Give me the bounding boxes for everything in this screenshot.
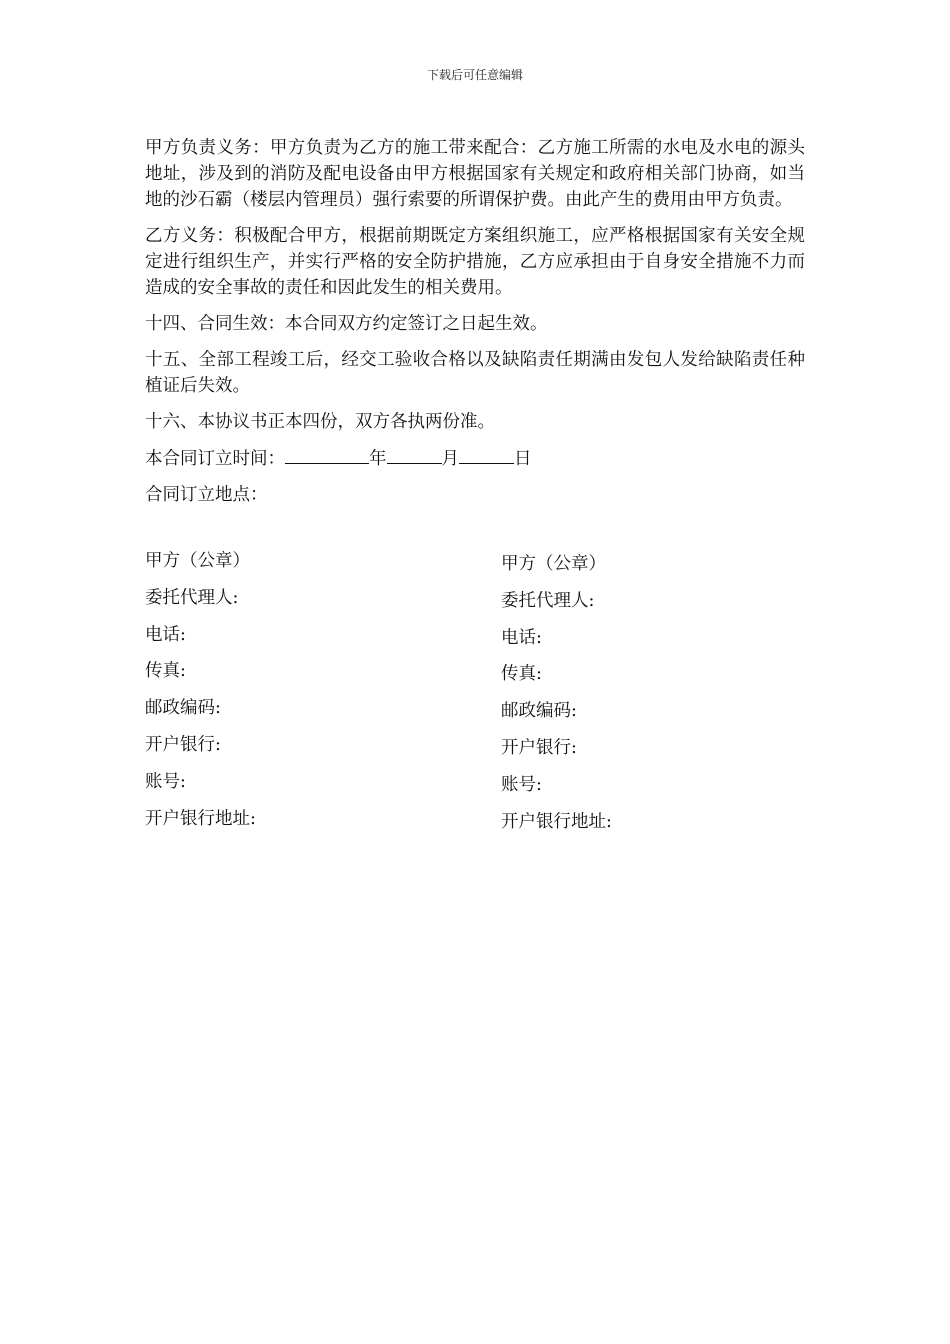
- day-label: 日: [514, 449, 532, 469]
- signature-row-agent: [145, 584, 805, 621]
- month-blank: [387, 445, 442, 464]
- paragraph-clause-14: 十四、合同生效：本合同双方约定签订之日起生效。: [145, 314, 548, 334]
- signature-row-phone: [145, 621, 805, 658]
- right-bank-label: 开户银行:: [501, 737, 577, 758]
- left-bank-label: 开户银行:: [145, 734, 221, 755]
- left-fax-label: 传真:: [145, 661, 186, 682]
- contract-body: [145, 135, 805, 518]
- paragraph-clause-15: 十五、全部工程竣工后，经交工验收合格以及缺陷责任期满由发包人发给缺陷责任种植证后失效。: [145, 350, 805, 396]
- left-agent-label: 委托代理人:: [145, 587, 239, 608]
- left-bank-address-label: 开户银行地址:: [145, 808, 256, 829]
- signature-row-account: [145, 768, 805, 805]
- right-fax-label: 传真:: [501, 664, 542, 685]
- year-blank: [285, 445, 369, 464]
- right-account-label: 账号:: [501, 774, 542, 795]
- right-agent-label: 委托代理人:: [501, 590, 595, 611]
- left-seal-label: 甲方（公章）: [145, 551, 250, 571]
- date-label: 本合同订立时间：: [145, 449, 285, 469]
- signature-row-seal: [145, 547, 805, 584]
- day-blank: [459, 445, 514, 464]
- right-postcode-label: 邮政编码:: [501, 701, 577, 722]
- right-phone-label: 电话:: [501, 627, 542, 648]
- signature-row-postcode: [145, 694, 805, 731]
- header-note: 下载后可任意编辑: [426, 68, 523, 82]
- signature-row-bank-address: [145, 805, 805, 842]
- left-account-label: 账号:: [145, 771, 186, 792]
- paragraph-party-a-duties: 甲方负责义务：甲方负责为乙方的施工带来配合：乙方施工所需的水电及水电的源头地址，涉及到的消防及配电设备由甲方根据国家有关规定和政府相关部门协商，如当地的沙石霸（楼层内管理员）强行索要的所谓保护费。由此产生的费用由甲方负责。: [145, 138, 805, 210]
- paragraph-clause-16: 十六、本协议书正本四份，双方各执两份准。: [145, 412, 495, 432]
- left-postcode-label: 邮政编码:: [145, 698, 221, 719]
- signature-block: [145, 547, 805, 841]
- signature-row-bank: [145, 731, 805, 768]
- left-phone-label: 电话:: [145, 624, 186, 645]
- right-bank-address-label: 开户银行地址:: [501, 811, 612, 832]
- right-seal-label: 甲方（公章）: [501, 554, 606, 574]
- paragraph-party-b-duties: 乙方义务：积极配合甲方，根据前期既定方案组织施工，应严格根据国家有关安全规定进行组织生产，并实行严格的安全防护措施，乙方应承担由于自身安全措施不力而造成的安全事故的责任和因此发生的相关费用。: [145, 226, 805, 298]
- month-label: 月: [441, 449, 459, 469]
- contract-date-line: [145, 445, 805, 472]
- contract-place-line: 合同订立地点：: [145, 485, 268, 505]
- year-label: 年: [369, 449, 387, 469]
- signature-row-fax: [145, 657, 805, 694]
